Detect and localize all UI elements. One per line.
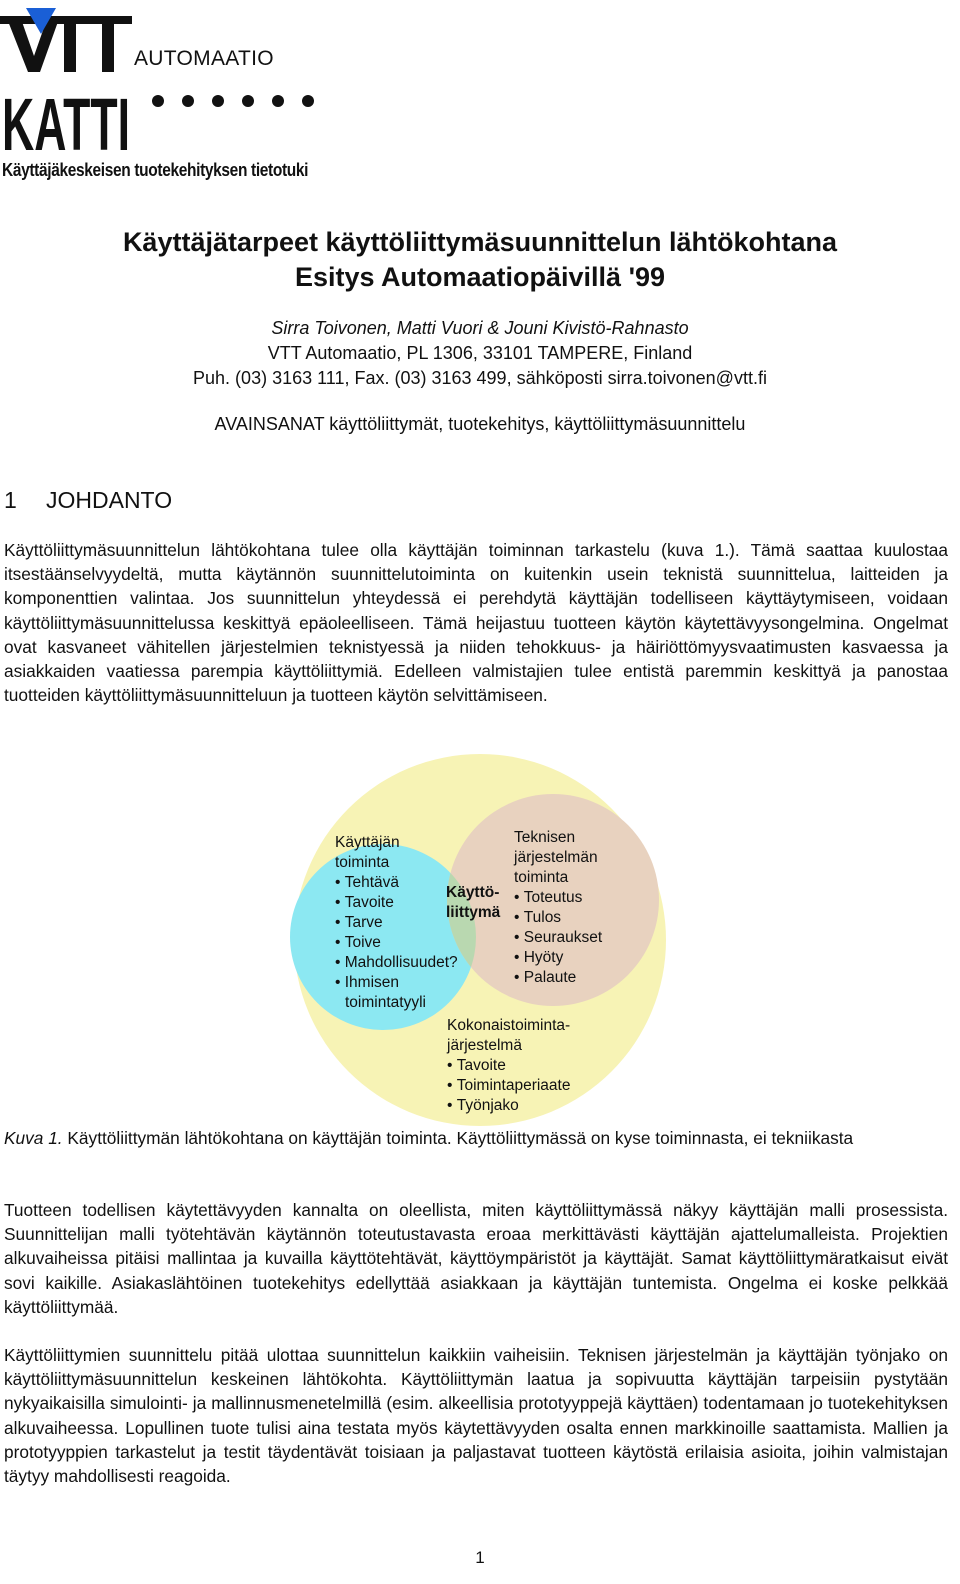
venn-bottom-text: Kokonaistoiminta- järjestelmä • Tavoite • Toimintaperiaate • Työnjako <box>447 1016 570 1116</box>
list-item: • Palaute <box>514 968 602 988</box>
list-item: • Tehtävä <box>335 873 458 893</box>
logo-tagline: Käyttäjäkeskeisen tuotekehityksen tietotuki <box>2 160 309 180</box>
list-item: • Toimintaperiaate <box>447 1076 570 1096</box>
document-subtitle: Esitys Automaatiopäivillä '99 <box>294 262 666 292</box>
keywords: AVAINSANAT käyttöliittymät, tuotekehitys, käyttöliittymäsuunnittelu <box>214 414 746 434</box>
katti-wordmark <box>2 83 132 166</box>
list-item: • Ihmisen <box>335 973 458 993</box>
figure-caption <box>4 1126 948 1150</box>
caption-text: Käyttöliittymän lähtökohtana on käyttäjän toiminta. Käyttöliittymässä on kyse toiminnasta, ei tekniikasta <box>62 1128 854 1148</box>
list-item: • Hyöty <box>514 948 602 968</box>
list-item: • Tulos <box>514 908 602 928</box>
caption-label: Kuva 1. <box>4 1128 63 1148</box>
authors: Sirra Toivonen, Matti Vuori & Jouni Kivistö-Rahnasto <box>271 318 689 338</box>
list-item: • Työnjako <box>447 1096 570 1116</box>
paragraph-usability: Tuotteen todellisen käytettävyyden kannalta on oleellista, miten käyttöliittymässä näkyy käyttäjän malli prosessista. Suunnittelijan malli työtehtävän käytännön toteutustavasta eroaa merkittävästi käyttäjän ajattelumalleista. Projektien alkuvaiheissa pitäisi mallintaa ja kuvailla käyttötehtävät, käyttöympäristöt ja käyttäjät. Samat käyttöliittymäratkaisut eivät sovi kaikille. Asiakaslähtöinen tuotekehitys edellyttää asiakkaan ja käyttäjän tuntemista. Ongelma ei koske pelkkää käyttöliittymää. <box>4 1200 948 1317</box>
paragraph-intro: Käyttöliittymäsuunnittelun lähtökohtana tulee olla käyttäjän toiminnan tarkastelu (kuva 1.). Tämä saattaa kuulostaa itsestäänselvyydeltä, mutta käytännön suunnittelutoiminta on kuitenkin usein teknistä suunnittelua, laitteiden ja komponenttien valintaa. Jos suunnittelun yhteydessä ei perehdytä käyttäjän todelliseen käyttäytymiseen, voidaan käyttöliittymäsuunnittelussa keskittyä epäoleelliseen. Tämä heijastuu tuotteen käytön käytettävyysongelmina. Ongelmat ovat kasvaneet vähitellen järjestelmien teknistyessä ja niiden tehokkuus- ja häiriöttömyysvaatimusten kasvaessa ja asiakkaiden vaatiessa parempia käyttöliittymiä. Edelleen valmistajien tulee entistä paremmin keskittyä ja panostaa tuotteiden käyttöliittymäsuunnitteluun ja tuotteen käytön selvittämiseen. <box>4 540 948 706</box>
paragraph-design: Käyttöliittymien suunnittelu pitää ulottaa suunnittelun kaikkiin vaiheisiin. Teknisen järjestelmän ja käyttäjän työnjako on käyttöliittymäsuunnittelun keskeinen lähtökohta. Käyttöliittymän laatua ja sopivuutta käyttäjän tarpeisiin pystytään nykyaikaisilla simulointi- ja mallinnusmenetelmillä (esim. alkeellisia prototyyppejä käyttäen) todentamaan jo tuotekehityksen alkuvaiheessa. Lopullinen tuote tulisi aina testata myös käytettävyyden osalta ennen markkinoille saattamista. Mallien ja prototyyppien tarkastelut ja testit täydentävät toisiaan ja paljastavat tuotteen käytöstä erilaisia asioita, joihin valmistajan täytyy mahdollisesti reagoida. <box>4 1345 948 1487</box>
venn-diagram <box>290 750 690 1130</box>
venn-middle-text: Käyttö- liittymä <box>446 884 501 921</box>
list-item: • Tavoite <box>335 893 458 913</box>
katti-logo <box>0 0 360 190</box>
list-item: • Seuraukset <box>514 928 602 948</box>
venn-left-text: Käyttäjän toiminta • Tehtävä • Tavoite • Tarve • Toive • Mahdollisuudet? • Ihmisen toimintatyyli <box>335 833 458 1013</box>
section-number: 1 <box>4 487 17 513</box>
vtt-logo-icon <box>0 4 132 74</box>
section-title: JOHDANTO <box>46 487 173 513</box>
section-heading <box>4 487 172 514</box>
logo-division-text: AUTOMAATIO <box>134 47 274 70</box>
logo-product-text: KATTI <box>2 83 130 166</box>
venn-right-text: Teknisen järjestelmän toiminta • Toteutus • Tulos • Seuraukset • Hyöty • Palaute <box>514 828 602 988</box>
page-number: 1 <box>475 1548 485 1567</box>
address: VTT Automaatio, PL 1306, 33101 TAMPERE, Finland <box>267 343 693 363</box>
list-item: • Tarve <box>335 913 458 933</box>
contact-info: Puh. (03) 3163 111, Fax. (03) 3163 499, sähköposti sirra.toivonen@vtt.fi <box>193 368 767 388</box>
list-item: • Toive <box>335 933 458 953</box>
document-title: Käyttäjätarpeet käyttöliittymäsuunnittelun lähtökohtana <box>122 227 838 257</box>
list-item: • Tavoite <box>447 1056 570 1076</box>
logo-dots <box>152 95 314 107</box>
list-item: • Mahdollisuudet? <box>335 953 458 973</box>
list-item: • Toteutus <box>514 888 602 908</box>
